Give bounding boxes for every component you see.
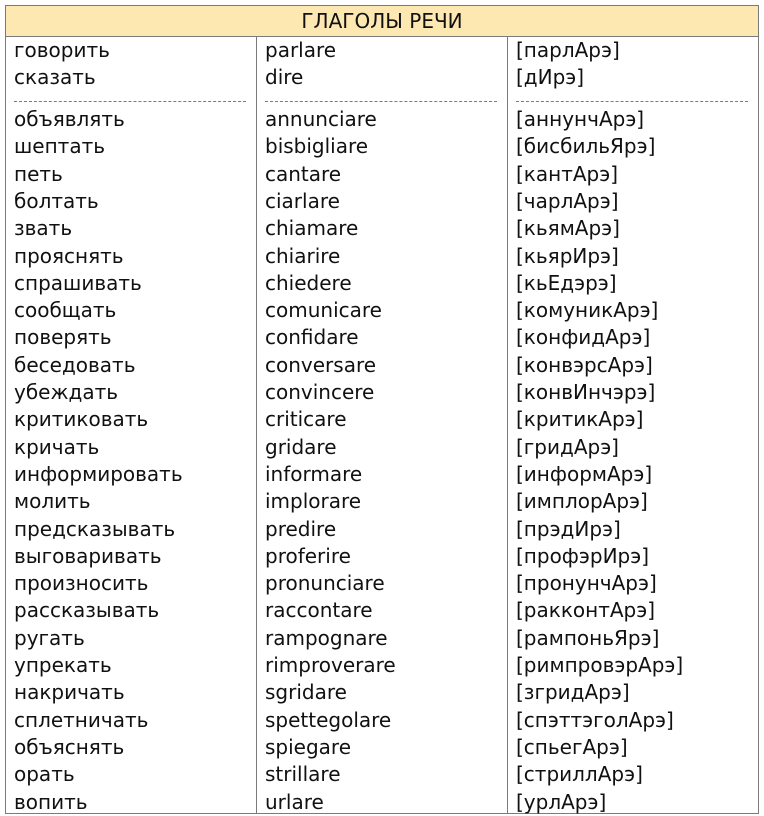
transcription: [конвэрсАрэ] bbox=[516, 352, 653, 377]
transcription: [римпровэрАрэ] bbox=[516, 653, 684, 677]
russian-word: петь bbox=[14, 161, 63, 186]
russian-word: убеждать bbox=[14, 380, 119, 404]
transcription: [кьярИрэ] bbox=[516, 243, 619, 268]
russian-word: сплетничать bbox=[14, 707, 149, 732]
table-title: ГЛАГОЛЫ РЕЧИ bbox=[6, 6, 758, 37]
russian-word: предсказывать bbox=[14, 516, 176, 541]
russian-word: болтать bbox=[14, 188, 99, 213]
transcription: [ракконтАрэ] bbox=[516, 598, 656, 623]
italian-word: convincere bbox=[265, 380, 375, 404]
transcription: [информАрэ] bbox=[516, 461, 653, 486]
italian-word: rimproverare bbox=[265, 653, 396, 677]
column-italian bbox=[257, 37, 508, 813]
transcription: [урлАрэ] bbox=[516, 789, 607, 814]
transcription: [спьегАрэ] bbox=[516, 734, 628, 759]
italian-word: parlare bbox=[265, 38, 337, 62]
transcription: [спэттэголАрэ] bbox=[516, 707, 674, 732]
russian-word: объяснять bbox=[14, 734, 125, 759]
italian-word: gridare bbox=[265, 434, 337, 459]
transcription: [конвИнчэрэ] bbox=[516, 380, 656, 404]
italian-word: confidare bbox=[265, 325, 359, 350]
transcription: [чарлАрэ] bbox=[516, 188, 619, 213]
italian-word: implorare bbox=[265, 489, 362, 514]
italian-word: strillare bbox=[265, 762, 341, 787]
transcription: [парлАрэ] bbox=[516, 38, 620, 62]
transcription: [имплорАрэ] bbox=[516, 489, 648, 514]
russian-word: выговаривать bbox=[14, 543, 162, 568]
russian-word: шептать bbox=[14, 134, 106, 159]
italian-word: rampognare bbox=[265, 625, 388, 650]
italian-word: chiamare bbox=[265, 216, 359, 241]
dashed-separator bbox=[14, 101, 246, 102]
italian-word: predire bbox=[265, 516, 337, 541]
transcription: [стриллАрэ] bbox=[516, 762, 643, 787]
russian-word: беседовать bbox=[14, 352, 136, 377]
italian-word: conversare bbox=[265, 352, 377, 377]
transcription: [рампоньЯрэ] bbox=[516, 625, 660, 650]
italian-word: dire bbox=[265, 65, 304, 90]
russian-word: молить bbox=[14, 489, 91, 514]
russian-word: вопить bbox=[14, 789, 88, 814]
russian-word: ругать bbox=[14, 625, 85, 650]
russian-word: поверять bbox=[14, 325, 112, 350]
russian-word: звать bbox=[14, 216, 73, 241]
italian-word: urlare bbox=[265, 789, 324, 814]
russian-word: сообщать bbox=[14, 298, 117, 323]
transcription: [прэдИрэ] bbox=[516, 516, 621, 541]
transcription: [пронунчАрэ] bbox=[516, 571, 657, 596]
dashed-separator bbox=[516, 101, 748, 102]
column-russian bbox=[6, 37, 257, 813]
italian-word: chiedere bbox=[265, 270, 352, 295]
russian-word: объявлять bbox=[14, 107, 125, 131]
italian-word: annunciare bbox=[265, 107, 377, 131]
column-transcription bbox=[508, 37, 758, 813]
dashed-separator bbox=[265, 101, 497, 102]
italian-word: raccontare bbox=[265, 598, 373, 623]
russian-word: упрекать bbox=[14, 653, 112, 677]
russian-word: орать bbox=[14, 762, 75, 787]
italian-word: cantare bbox=[265, 161, 342, 186]
transcription: [гридАрэ] bbox=[516, 434, 619, 459]
italian-word: spiegare bbox=[265, 734, 352, 759]
russian-word: говорить bbox=[14, 38, 110, 62]
italian-word: sgridare bbox=[265, 680, 347, 705]
russian-word: сказать bbox=[14, 65, 96, 90]
russian-word: произносить bbox=[14, 571, 149, 596]
italian-word: spettegolare bbox=[265, 707, 392, 732]
russian-word: спрашивать bbox=[14, 270, 142, 295]
italian-word: informare bbox=[265, 461, 363, 486]
russian-word: прояснять bbox=[14, 243, 124, 268]
transcription: [аннунчАрэ] bbox=[516, 107, 645, 131]
italian-word: ciarlare bbox=[265, 188, 340, 213]
transcription: [профэрИрэ] bbox=[516, 543, 650, 568]
russian-word: информировать bbox=[14, 461, 183, 486]
transcription: [кантАрэ] bbox=[516, 161, 619, 186]
russian-word: рассказывать bbox=[14, 598, 160, 623]
italian-word: bisbigliare bbox=[265, 134, 369, 159]
italian-word: chiarire bbox=[265, 243, 341, 268]
italian-word: proferire bbox=[265, 543, 351, 568]
russian-word: критиковать bbox=[14, 407, 149, 432]
russian-word: кричать bbox=[14, 434, 100, 459]
transcription: [дИрэ] bbox=[516, 65, 585, 90]
italian-word: comunicare bbox=[265, 298, 382, 323]
transcription: [кьЕдэрэ] bbox=[516, 270, 617, 295]
russian-word: накричать bbox=[14, 680, 125, 705]
italian-word: criticare bbox=[265, 407, 347, 432]
transcription: [бисбильЯрэ] bbox=[516, 134, 656, 159]
transcription: [комуникАрэ] bbox=[516, 298, 659, 323]
vocabulary-table bbox=[5, 5, 759, 814]
transcription: [критикАрэ] bbox=[516, 407, 644, 432]
transcription: [згридАрэ] bbox=[516, 680, 630, 705]
transcription: [конфидАрэ] bbox=[516, 325, 651, 350]
italian-word: pronunciare bbox=[265, 571, 385, 596]
transcription: [кьямАрэ] bbox=[516, 216, 620, 241]
